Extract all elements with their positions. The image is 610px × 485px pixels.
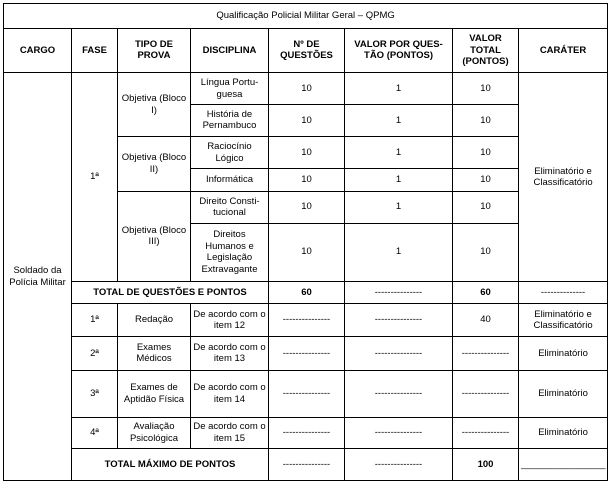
questoes-cell: 10 [269,191,345,223]
phase-valor: --------------- [345,417,453,449]
phase-questoes: --------------- [269,336,345,370]
total-cell: 10 [453,136,519,169]
total-maximo-valor: --------------- [345,449,453,481]
header-fase: FASE [72,28,118,73]
bloco-3-tipo: Objetiva (Bloco III) [118,191,191,281]
total-maximo-questoes: --------------- [269,449,345,481]
header-disciplina: DISCIPLINA [191,28,269,73]
phase-fase: 3ª [72,370,118,417]
valor-cell: 1 [345,73,453,105]
phase-carater: Eliminatório [519,336,608,370]
total-cell: 10 [453,105,519,137]
phase-tipo: Exames Médicos [118,336,191,370]
valor-cell: 1 [345,191,453,223]
phase-fase: 2ª [72,336,118,370]
disciplina-cell: Língua Portu-guesa [191,73,269,105]
total-questoes-label: TOTAL DE QUESTÕES E PONTOS [72,281,269,303]
phase-disciplina: De acordo com o item 15 [191,417,269,449]
questoes-cell: 10 [269,105,345,137]
header-valor-total: VALOR TOTAL (PONTOS) [453,28,519,73]
questoes-cell: 10 [269,136,345,169]
phase-fase: 1ª [72,304,118,337]
phase-valor: --------------- [345,304,453,337]
phase1-carater: Eliminatório e Classificatório [519,73,608,281]
header-cargo: CARGO [4,28,72,73]
total-maximo-carater: ________________ [519,449,608,481]
bloco-2-tipo: Objetiva (Bloco II) [118,136,191,191]
phase-carater: Eliminatório e Classificatório [519,304,608,337]
questoes-cell: 10 [269,73,345,105]
total-questoes-valor: --------------- [345,281,453,303]
disciplina-cell: Raciocínio Lógico [191,136,269,169]
phase-questoes: --------------- [269,370,345,417]
disciplina-cell: Informática [191,169,269,191]
phase-carater: Eliminatório [519,370,608,417]
header-tipo-de-prova: TIPO DE PROVA [118,28,191,73]
phase-total: --------------- [453,336,519,370]
phase-disciplina: De acordo com o item 13 [191,336,269,370]
disciplina-cell: Direito Consti-tucional [191,191,269,223]
phase-total: --------------- [453,417,519,449]
phase-questoes: --------------- [269,417,345,449]
phase1-fase: 1ª [72,73,118,281]
phase-total: 40 [453,304,519,337]
header-carater: CARÁTER [519,28,608,73]
cargo-cell: Soldado da Polícia Militar [4,73,72,481]
phase-valor: --------------- [345,370,453,417]
phase-fase: 4ª [72,417,118,449]
disciplina-cell: História de Pernambuco [191,105,269,137]
phase-valor: --------------- [345,336,453,370]
total-cell: 10 [453,169,519,191]
questoes-cell: 10 [269,223,345,281]
total-maximo-total: 100 [453,449,519,481]
total-questoes-carater: -------------- [519,281,608,303]
qpmg-table [3,3,608,481]
questoes-cell: 10 [269,169,345,191]
total-questoes-count: 60 [269,281,345,303]
phase-total: --------------- [453,370,519,417]
total-cell: 10 [453,73,519,105]
valor-cell: 1 [345,136,453,169]
valor-cell: 1 [345,105,453,137]
total-maximo-label: TOTAL MÁXIMO DE PONTOS [72,449,269,481]
header-n-questoes: Nº DE QUESTÕES [269,28,345,73]
phase-tipo: Redação [118,304,191,337]
total-cell: 10 [453,191,519,223]
phase-carater: Eliminatório [519,417,608,449]
total-questoes-total: 60 [453,281,519,303]
table-title: Qualificação Policial Militar Geral – QPMG [4,4,608,29]
phase-questoes: --------------- [269,304,345,337]
valor-cell: 1 [345,223,453,281]
header-valor-por-questao: VALOR POR QUES-TÃO (PONTOS) [345,28,453,73]
phase-tipo: Exames de Aptidão Física [118,370,191,417]
disciplina-cell: Direitos Humanos e Legislação Extravagante [191,223,269,281]
bloco-1-tipo: Objetiva (Bloco I) [118,73,191,136]
total-cell: 10 [453,223,519,281]
phase-tipo: Avaliação Psicológica [118,417,191,449]
phase-disciplina: De acordo com o item 14 [191,370,269,417]
valor-cell: 1 [345,169,453,191]
phase-disciplina: De acordo com o item 12 [191,304,269,337]
